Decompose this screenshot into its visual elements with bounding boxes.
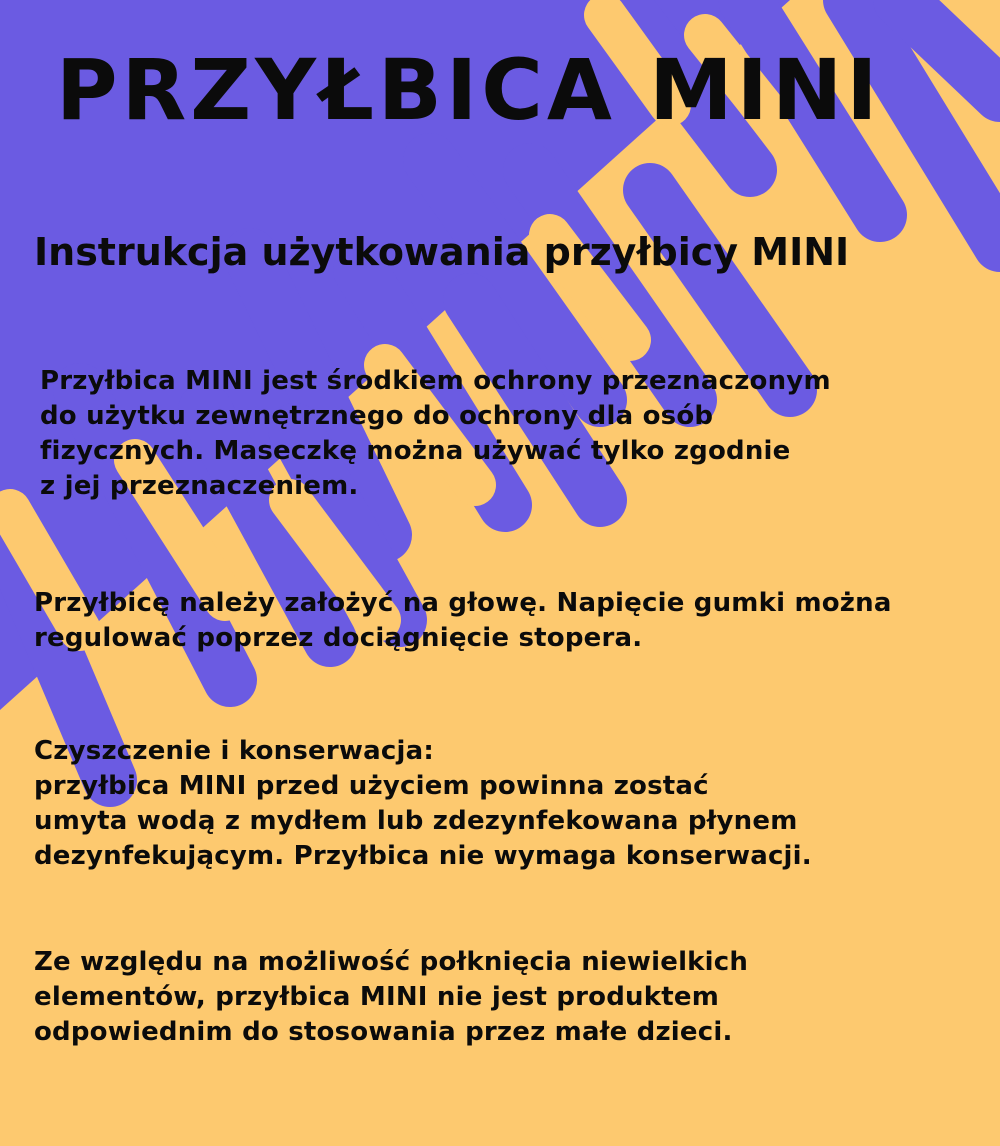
page-title: PRZYŁBICA MINI (56, 41, 882, 139)
paragraph-line: przyłbica MINI przed użyciem powinna zostać (34, 771, 709, 801)
paragraph-line: Ze względu na możliwość połknięcia niewielkich (34, 947, 749, 977)
instruction-subtitle: Instrukcja użytkowania przyłbicy MINI (34, 230, 850, 274)
paragraph-line: odpowiednim do stosowania przez małe dzieci. (34, 1017, 733, 1047)
paragraph-line: dezynfekującym. Przyłbica nie wymaga konserwacji. (34, 841, 812, 871)
paragraph-line: elementów, przyłbica MINI nie jest produktem (34, 982, 719, 1012)
paragraph-line: Czyszczenie i konserwacja: (34, 736, 434, 766)
paragraph-line: do użytku zewnętrznego do ochrony dla osób (40, 401, 714, 431)
paragraph-line: umyta wodą z mydłem lub zdezynfekowana płynem (34, 806, 798, 836)
paragraph-line: fizycznych. Maseczkę można używać tylko zgodnie (40, 436, 791, 466)
paragraph-line: z jej przeznaczeniem. (40, 471, 359, 501)
paragraph-line: regulować poprzez dociągnięcie stopera. (34, 623, 643, 653)
paragraph-cleaning (34, 734, 812, 874)
paragraph-warning (34, 945, 748, 1050)
paragraph-line: Przyłbica MINI jest środkiem ochrony przeznaczonym (40, 366, 831, 396)
paragraph-wearing (34, 586, 892, 656)
paragraph-purpose (40, 364, 831, 504)
paragraph-line: Przyłbicę należy założyć na głowę. Napięcie gumki można (34, 588, 892, 618)
